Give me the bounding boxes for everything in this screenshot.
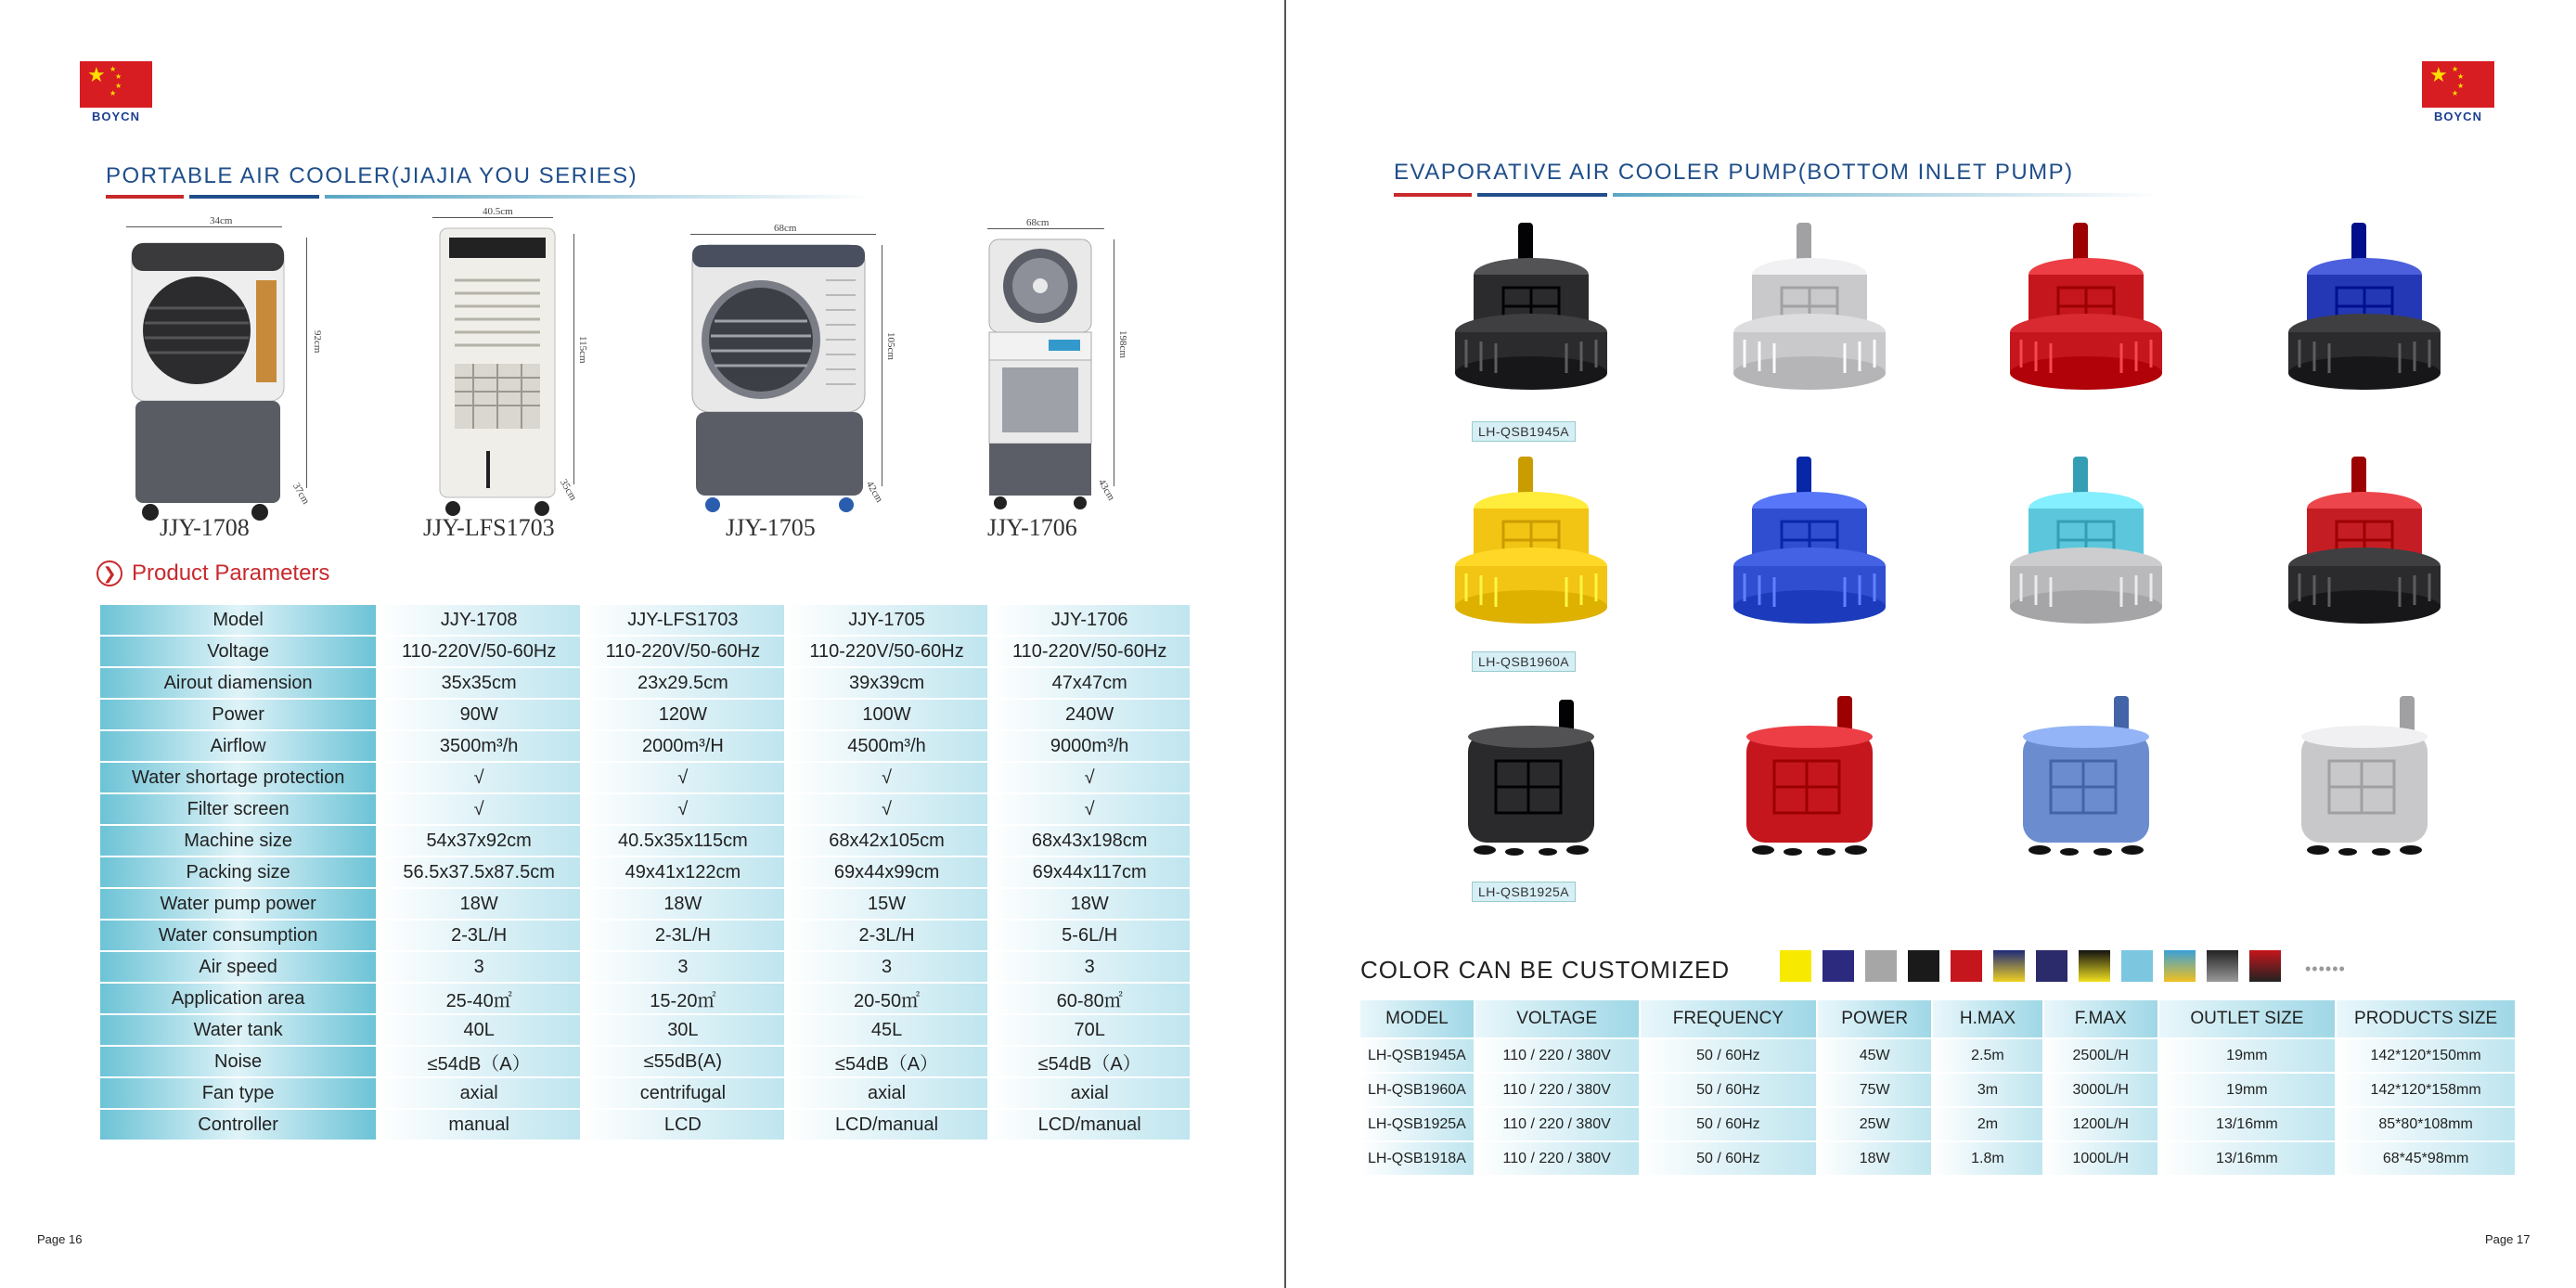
pump-row — [1359, 1073, 2516, 1107]
spec-value: axial — [988, 1077, 1191, 1109]
spec-value: √ — [581, 793, 785, 825]
spec-value: 56.5x37.5x87.5cm — [377, 857, 581, 888]
spec-value: 2-3L/H — [581, 920, 785, 951]
color-swatch — [1951, 950, 1982, 982]
dimension-width: 40.5cm — [483, 206, 513, 217]
model-name: JJY-1708 — [160, 514, 250, 541]
spec-row — [99, 667, 1191, 699]
color-swatch — [1908, 950, 1939, 982]
pump-cell: 110 / 220 / 380V — [1475, 1107, 1640, 1141]
spec-label: Fan type — [99, 1077, 377, 1109]
model-name: JJY-LFS1703 — [423, 514, 555, 541]
pump-image — [1726, 219, 1893, 405]
pump-cell: 142*120*158mm — [2336, 1073, 2516, 1107]
spec-value: 110-220V/50-60Hz — [988, 636, 1191, 667]
spec-row — [99, 699, 1191, 730]
pump-cell: 25W — [1817, 1107, 1932, 1141]
pump-cell: 50 / 60Hz — [1640, 1141, 1818, 1176]
parameters-heading — [97, 560, 329, 586]
pump-spec-table — [1359, 998, 2517, 1177]
pump-image — [1726, 687, 1893, 872]
spec-value: 47x47cm — [988, 667, 1191, 699]
spec-row — [99, 1014, 1191, 1046]
page-number: Page 17 — [2485, 1232, 2531, 1246]
spec-value: 120W — [581, 699, 785, 730]
spec-value: 68x42x105cm — [785, 825, 989, 857]
title-underline — [1394, 193, 1472, 197]
pump-image — [2003, 219, 2170, 405]
pump-cell: 18W — [1817, 1141, 1932, 1176]
pump-cell: LH-QSB1918A — [1359, 1141, 1475, 1176]
spec-row — [99, 636, 1191, 667]
column-header: MODEL — [1359, 999, 1475, 1038]
spec-label: Noise — [99, 1046, 377, 1077]
color-swatch — [2036, 950, 2067, 982]
spec-value: 15W — [785, 888, 989, 920]
left-page — [0, 0, 1286, 1288]
spec-value: 5-6L/H — [988, 920, 1191, 951]
pump-cell: 50 / 60Hz — [1640, 1038, 1818, 1073]
color-swatch — [2121, 950, 2153, 982]
color-swatch — [2164, 950, 2196, 982]
air-cooler-image — [687, 243, 872, 522]
pump-cell: 19mm — [2158, 1038, 2337, 1073]
spec-value: √ — [988, 762, 1191, 793]
pump-image — [2281, 453, 2448, 638]
spec-value: 40.5x35x115cm — [581, 825, 785, 857]
pump-cell: 2m — [1932, 1107, 2043, 1141]
china-flag-icon: ★ ★ ★ ★ ★ — [80, 61, 152, 108]
spec-value: √ — [785, 762, 989, 793]
dimension-height: 115cm — [577, 336, 588, 364]
spec-value: 54x37x92cm — [377, 825, 581, 857]
spec-value: 9000m³/h — [988, 730, 1191, 762]
pump-cell: 1000L/H — [2043, 1141, 2158, 1176]
pump-cell: 19mm — [2158, 1073, 2337, 1107]
spec-value: 3 — [988, 951, 1191, 983]
spec-value: LCD/manual — [785, 1109, 989, 1140]
column-header: OUTLET SIZE — [2158, 999, 2337, 1038]
product-jjy-1708 — [121, 215, 343, 553]
dimension-width: 34cm — [210, 215, 233, 226]
right-page — [1288, 0, 2576, 1288]
pump-cell: 2.5m — [1932, 1038, 2043, 1073]
spec-value: 110-220V/50-60Hz — [377, 636, 581, 667]
spec-label: Water tank — [99, 1014, 377, 1046]
pump-label: LH-QSB1960A — [1472, 651, 1576, 672]
pump-cell: 68*45*98mm — [2336, 1141, 2516, 1176]
page-number: Page 16 — [37, 1232, 83, 1246]
spec-value: 20-50㎡ — [785, 983, 989, 1014]
spec-value: 110-220V/50-60Hz — [785, 636, 989, 667]
spec-value: 25-40㎡ — [377, 983, 581, 1014]
color-swatch — [2079, 950, 2110, 982]
pump-image — [1726, 453, 1893, 638]
color-swatch — [1780, 950, 1811, 982]
column-header: F.MAX — [2043, 999, 2158, 1038]
spec-value: LCD/manual — [988, 1109, 1191, 1140]
spec-table — [98, 603, 1191, 1141]
spec-value: manual — [377, 1109, 581, 1140]
pump-cell: 50 / 60Hz — [1640, 1073, 1818, 1107]
spec-value: ≤54dB（A） — [785, 1046, 989, 1077]
spec-value: √ — [377, 762, 581, 793]
spec-value: 30L — [581, 1014, 785, 1046]
column-header: PRODUCTS SIZE — [2336, 999, 2516, 1038]
chevron-right-icon: ❯ — [97, 560, 122, 586]
spec-row — [99, 1109, 1191, 1140]
spec-value: ≤54dB（A） — [988, 1046, 1191, 1077]
pump-cell: 3000L/H — [2043, 1073, 2158, 1107]
spec-label: Controller — [99, 1109, 377, 1140]
spec-value: JJY-1708 — [377, 604, 581, 636]
spec-label: Application area — [99, 983, 377, 1014]
spec-label: Power — [99, 699, 377, 730]
spec-label: Water pump power — [99, 888, 377, 920]
spec-row — [99, 730, 1191, 762]
spec-value: axial — [785, 1077, 989, 1109]
spec-label: Machine size — [99, 825, 377, 857]
color-swatch — [1823, 950, 1854, 982]
pump-cell: LH-QSB1960A — [1359, 1073, 1475, 1107]
pump-image — [1448, 687, 1615, 872]
spec-label: Filter screen — [99, 793, 377, 825]
brand-logo — [80, 61, 152, 123]
column-header: POWER — [1817, 999, 1932, 1038]
pump-cell: 50 / 60Hz — [1640, 1107, 1818, 1141]
spec-value: 100W — [785, 699, 989, 730]
color-swatch — [1993, 950, 2025, 982]
spec-value: 40L — [377, 1014, 581, 1046]
product-jjy-1705 — [677, 221, 900, 553]
spec-value: 3500m³/h — [377, 730, 581, 762]
spec-row — [99, 888, 1191, 920]
pump-cell: 110 / 220 / 380V — [1475, 1141, 1640, 1176]
spec-value: 90W — [377, 699, 581, 730]
pump-cell: 75W — [1817, 1073, 1932, 1107]
pump-image — [1448, 453, 1615, 638]
spec-value: LCD — [581, 1109, 785, 1140]
air-cooler-image — [121, 234, 297, 531]
color-swatch — [2207, 950, 2238, 982]
dimension-height: 198cm — [1117, 330, 1128, 358]
spec-row — [99, 604, 1191, 636]
dimension-width: 68cm — [774, 223, 797, 234]
spec-value: centrifugal — [581, 1077, 785, 1109]
spec-value: √ — [581, 762, 785, 793]
spec-row — [99, 762, 1191, 793]
pump-cell: 1.8m — [1932, 1141, 2043, 1176]
logo-text: BOYCN — [2434, 109, 2482, 123]
spec-value: 69x44x117cm — [988, 857, 1191, 888]
spec-value: 39x39cm — [785, 667, 989, 699]
spec-value: √ — [377, 793, 581, 825]
spec-value: √ — [988, 793, 1191, 825]
spec-value: 2-3L/H — [785, 920, 989, 951]
spec-row — [99, 793, 1191, 825]
pump-image — [2003, 687, 2170, 872]
spec-value: 4500m³/h — [785, 730, 989, 762]
spec-label: Water shortage protection — [99, 762, 377, 793]
spec-value: 18W — [988, 888, 1191, 920]
spec-row — [99, 951, 1191, 983]
spec-row — [99, 920, 1191, 951]
pump-cell: 45W — [1817, 1038, 1932, 1073]
spec-value: 68x43x198cm — [988, 825, 1191, 857]
more-colors-dots: •••••• — [2305, 960, 2346, 978]
spec-value: ≤55dB(A) — [581, 1046, 785, 1077]
spec-value: 18W — [377, 888, 581, 920]
dimension-depth: 37cm — [290, 481, 312, 507]
product-jjy-lfs1703 — [418, 206, 622, 553]
pump-cell: 85*80*108mm — [2336, 1107, 2516, 1141]
air-cooler-image — [427, 225, 566, 531]
dimension-height: 105cm — [885, 332, 896, 360]
spec-label: Airflow — [99, 730, 377, 762]
spec-label: Voltage — [99, 636, 377, 667]
color-customize-title: COLOR CAN BE CUSTOMIZED — [1360, 956, 1731, 984]
pump-cell: 110 / 220 / 380V — [1475, 1073, 1640, 1107]
spec-value: 3 — [785, 951, 989, 983]
spec-label: Water consumption — [99, 920, 377, 951]
spec-row — [99, 983, 1191, 1014]
pump-cell: 142*120*150mm — [2336, 1038, 2516, 1073]
spec-value: 240W — [988, 699, 1191, 730]
pump-table-header — [1359, 999, 2516, 1038]
spec-label: Airout diamension — [99, 667, 377, 699]
spec-row — [99, 825, 1191, 857]
dimension-depth: 42cm — [863, 479, 885, 505]
dimension-depth: 43cm — [1095, 477, 1117, 503]
spec-value: 35x35cm — [377, 667, 581, 699]
spec-label: Model — [99, 604, 377, 636]
spec-value: 45L — [785, 1014, 989, 1046]
pump-image — [2281, 219, 2448, 405]
pump-label: LH-QSB1925A — [1472, 882, 1576, 902]
pump-cell: 13/16mm — [2158, 1141, 2337, 1176]
pump-image — [2003, 453, 2170, 638]
spec-value: 110-220V/50-60Hz — [581, 636, 785, 667]
spec-row — [99, 857, 1191, 888]
spec-value: √ — [785, 793, 989, 825]
spec-row — [99, 1046, 1191, 1077]
pump-row — [1359, 1141, 2516, 1176]
pump-cell: LH-QSB1925A — [1359, 1107, 1475, 1141]
pump-cell: 110 / 220 / 380V — [1475, 1038, 1640, 1073]
column-header: FREQUENCY — [1640, 999, 1818, 1038]
spec-value: 70L — [988, 1014, 1191, 1046]
title-underline — [106, 195, 184, 199]
dimension-width: 68cm — [1026, 217, 1050, 228]
spec-label: Packing size — [99, 857, 377, 888]
china-flag-icon: ★ ★ ★ ★ ★ — [2422, 61, 2494, 108]
brand-logo — [2422, 61, 2494, 123]
pump-image — [2281, 687, 2448, 872]
section-title: EVAPORATIVE AIR COOLER PUMP(BOTTOM INLET PUMP) — [1394, 160, 2074, 185]
spec-value: 2-3L/H — [377, 920, 581, 951]
model-name: JJY-1706 — [987, 514, 1077, 541]
spec-value: ≤54dB（A） — [377, 1046, 581, 1077]
pump-cell: 1200L/H — [2043, 1107, 2158, 1141]
air-cooler-image — [984, 238, 1104, 516]
pump-row — [1359, 1107, 2516, 1141]
spec-value: axial — [377, 1077, 581, 1109]
pump-image — [1448, 219, 1615, 405]
color-swatch — [2249, 950, 2281, 982]
color-swatch — [1865, 950, 1897, 982]
product-jjy-1706 — [974, 215, 1160, 553]
dimension-depth: 35cm — [557, 477, 579, 503]
model-name: JJY-1705 — [726, 514, 816, 541]
logo-text: BOYCN — [92, 109, 140, 123]
spec-value: 3 — [377, 951, 581, 983]
pump-row — [1359, 1038, 2516, 1073]
spec-value: 49x41x122cm — [581, 857, 785, 888]
column-header: H.MAX — [1932, 999, 2043, 1038]
spec-value: 60-80㎡ — [988, 983, 1191, 1014]
spec-row — [99, 1077, 1191, 1109]
spec-value: JJY-1705 — [785, 604, 989, 636]
pump-cell: 13/16mm — [2158, 1107, 2337, 1141]
pump-cell: 2500L/H — [2043, 1038, 2158, 1073]
spec-value: 2000m³/H — [581, 730, 785, 762]
dimension-height: 92cm — [312, 330, 323, 354]
spec-value: 15-20㎡ — [581, 983, 785, 1014]
section-title: PORTABLE AIR COOLER(JIAJIA YOU SERIES) — [106, 163, 638, 188]
spec-value: 3 — [581, 951, 785, 983]
spec-value: 18W — [581, 888, 785, 920]
spec-value: JJY-1706 — [988, 604, 1191, 636]
pump-cell: 3m — [1932, 1073, 2043, 1107]
pump-cell: LH-QSB1945A — [1359, 1038, 1475, 1073]
spec-value: 23x29.5cm — [581, 667, 785, 699]
column-header: VOLTAGE — [1475, 999, 1640, 1038]
spec-value: 69x44x99cm — [785, 857, 989, 888]
spec-value: JJY-LFS1703 — [581, 604, 785, 636]
spec-label: Air speed — [99, 951, 377, 983]
pump-label: LH-QSB1945A — [1472, 421, 1576, 442]
parameters-title: Product Parameters — [132, 560, 330, 586]
